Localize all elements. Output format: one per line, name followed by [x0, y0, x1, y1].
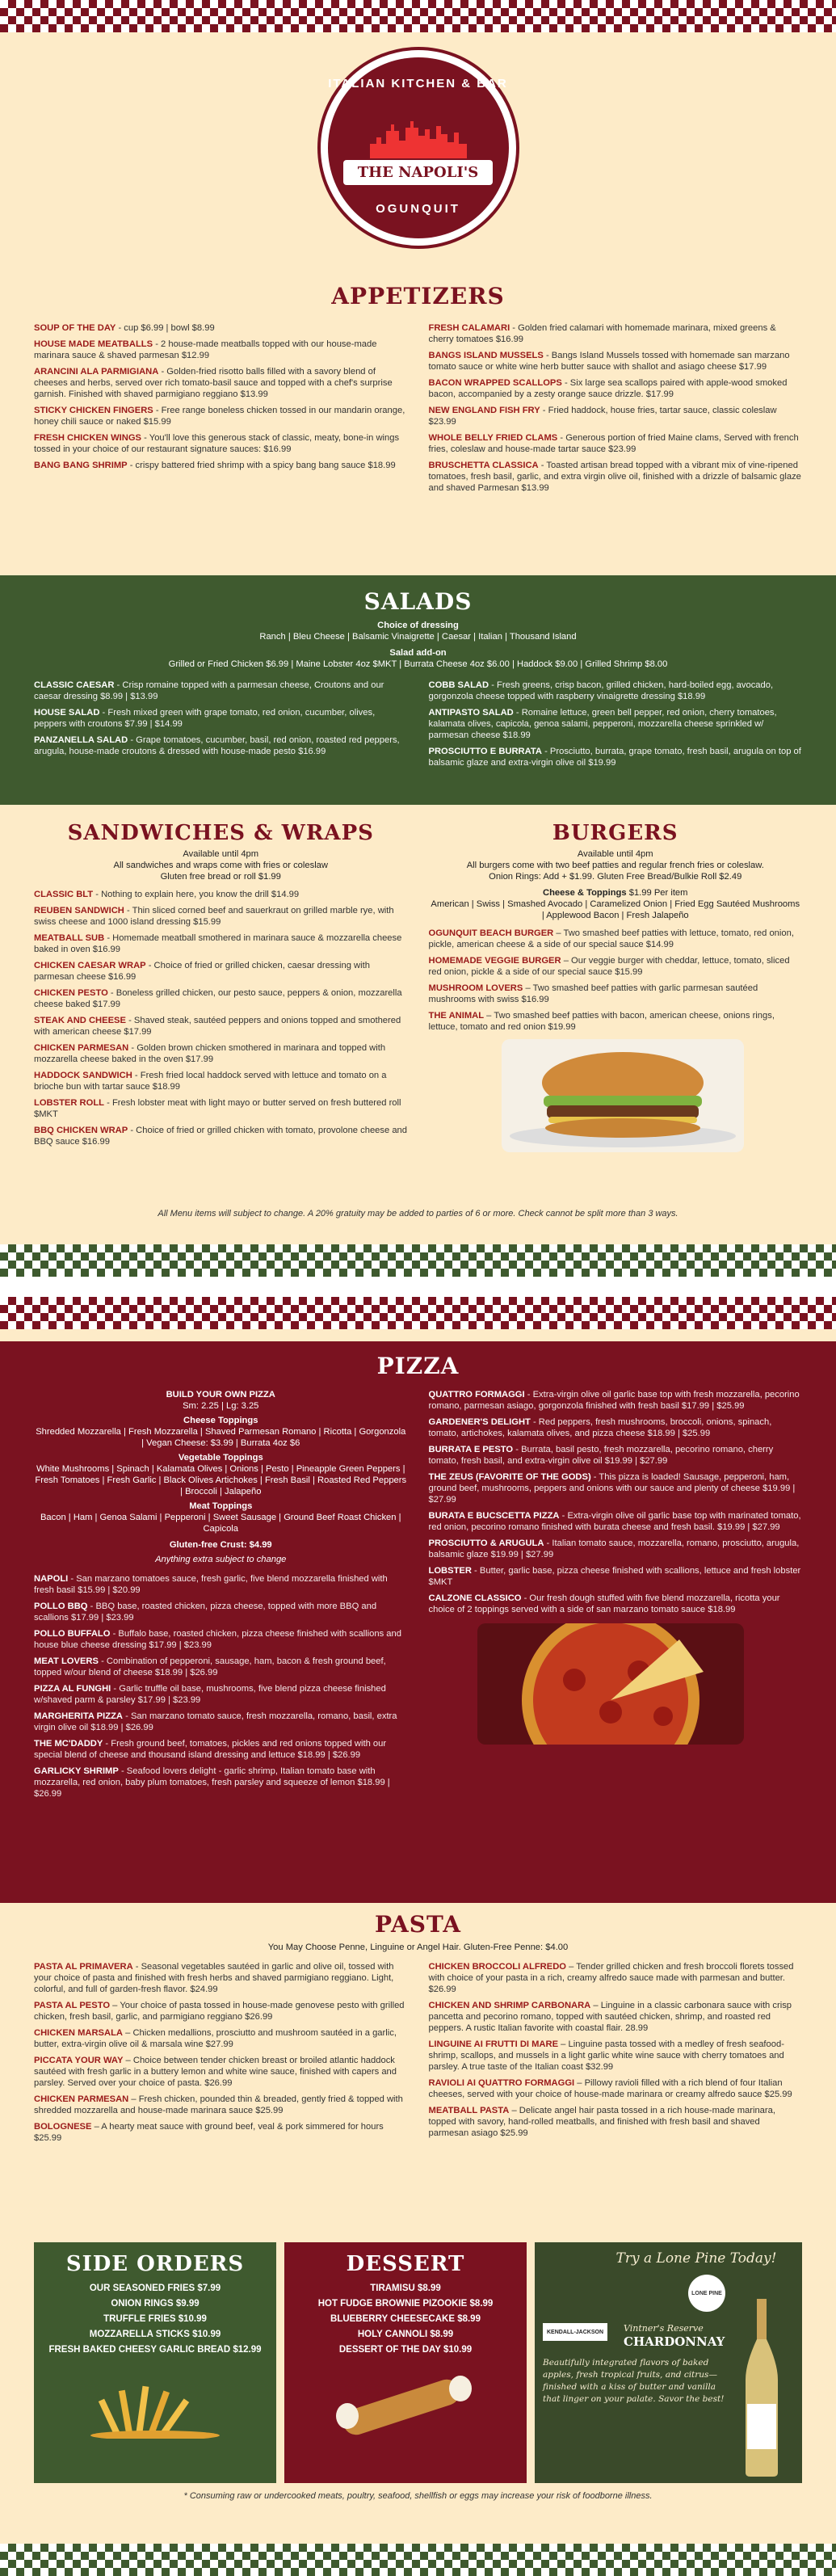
menu-item-name: ARANCINI ALA PARMIGIANA [34, 367, 159, 377]
list-item: TIRAMISU $8.99 [370, 2283, 441, 2293]
list-item: FRESH BAKED CHEESY GARLIC BREAD $12.99 [48, 2345, 262, 2355]
menu-item-name: OGUNQUIT BEACH BURGER [428, 928, 554, 938]
menu-item [429, 377, 803, 400]
menu-item-name: CHICKEN CAESAR WRAP [34, 961, 146, 970]
burger-note-hours: Available until 4pm [577, 849, 653, 859]
menu-item-name: FRESH CHICKEN WINGS [34, 433, 142, 443]
wine-bottle-icon [737, 2299, 786, 2477]
menu-item-name: CLASSIC BLT [34, 890, 94, 899]
menu-item-name: THE ANIMAL [428, 1011, 485, 1021]
menu-item-name: CLASSIC CAESAR [34, 680, 115, 690]
menu-item-desc: - Six large sea scallops paired with apple-wood smoked bacon, accompanied by a zesty orange sauce drizzle. $17.99 [428, 378, 788, 399]
menu-item-desc: - Butter, garlic base, pizza cheese finished with scallions, lettuce and fresh lobster $MKT [428, 1566, 801, 1587]
burger-toppings-title: Cheese & Toppings [543, 888, 627, 898]
menu-item [34, 1601, 408, 1623]
dessert-panel [284, 2242, 527, 2483]
burger-toppings-list: American | Swiss | Smashed Avocado | Caramelized Onion | Fried Egg Sautéed Mushrooms | Applewood Bacon | Fresh Jalapeño [431, 899, 800, 920]
menu-item [429, 707, 803, 741]
menu-item-desc: - Our fresh dough stuffed with five blend mozzarella, ricotta your choice of 2 toppings served with a side of san marzano tomato sauce $18.99 [428, 1593, 780, 1614]
lone-pine-badge: LONE PINE [688, 2275, 725, 2312]
menu-item [429, 2077, 803, 2100]
menu-item [34, 680, 408, 702]
burger-note-sides: All burgers come with two beef patties and regular french fries or coleslaw. [466, 861, 764, 870]
menu-item-name: STEAK AND CHEESE [34, 1016, 126, 1025]
menu-item [429, 405, 803, 427]
menu-item [34, 2055, 408, 2089]
menu-item-desc: – Chicken medallions, prosciutto and mushroom sautéed in a garlic, butter, extra-virgin olive oil & marsala wine $27.99 [34, 2028, 397, 2049]
salads-section [0, 575, 836, 805]
menu-item-desc: – Two smashed beef patties with bacon, american cheese, onions rings, lettuce, tomato and red onion $19.99 [428, 1011, 775, 1032]
menu-item-desc: – Linguine in a classic carbonara sauce with crisp pancetta and pecorino romano, topped with sautéed chicken, shrimp, and roasted red peppers. A rustic Italian favorite with coastal flair. 28.99 [428, 2001, 792, 2033]
menu-item [34, 905, 408, 928]
pasta-right-column [429, 1961, 803, 2149]
menu-item-name: HOUSE SALAD [34, 708, 100, 718]
menu-item-name: HOUSE MADE MEATBALLS [34, 339, 153, 349]
menu-item [429, 2105, 803, 2139]
pasta-note: You May Choose Penne, Linguine or Angel Hair. Gluten-Free Penne: $4.00 [267, 1943, 569, 1952]
menu-item-name: GARDENER'S DELIGHT [428, 1417, 531, 1427]
cheese-toppings-title: Cheese Toppings [183, 1416, 258, 1425]
menu-item-name: LINGUINE AI FRUTTI DI MARE [428, 2039, 559, 2049]
burger-note-extras: Onion Rings: Add + $1.99. Gluten Free Bread/Bulkie Roll $2.49 [489, 872, 742, 882]
menu-item [429, 2000, 803, 2034]
menu-item-name: PROSCIUTTO E BURRATA [428, 747, 542, 756]
sandwich-note-gf: Gluten free bread or roll $1.99 [160, 872, 281, 882]
menu-item [429, 746, 803, 768]
menu-item [34, 339, 408, 361]
menu-item-desc: - Garlic truffle oil base, mushrooms, five blend pizza cheese finished w/shaved parm & parsley $17.99 | $23.99 [34, 1684, 386, 1705]
menu-item [34, 734, 408, 757]
burgers-title: BURGERS [552, 821, 678, 845]
menu-item [34, 460, 408, 471]
menu-item-name: HOMEMADE VEGGIE BURGER [428, 956, 561, 966]
menu-item [429, 1510, 803, 1533]
menu-item [34, 1097, 408, 1120]
menu-item-name: QUATTRO FORMAGGI [428, 1390, 525, 1400]
wine-headline: Try a Lone Pine Today! [615, 2250, 777, 2267]
menu-item-desc: - Bangs Island Mussels tossed with homemade san marzano tomato sauce or white wine herb butter sauce with shallot and asiago cheese $17.99 [428, 351, 790, 372]
menu-item-name: RAVIOLI AI QUATTRO FORMAGGI [428, 2078, 575, 2088]
meat-toppings: Bacon | Ham | Genoa Salami | Pepperoni | Sweet Sausage | Ground Beef Roast Chicken | Capicola [40, 1513, 401, 1534]
menu-item-name: PIZZA AL FUNGHI [34, 1684, 111, 1694]
sandwiches-title: SANDWICHES & WRAPS [67, 821, 374, 845]
logo-name: THE NAPOLI'S [343, 160, 494, 185]
pasta-section [0, 1961, 836, 2149]
extra-note: Anything extra subject to change [155, 1555, 287, 1564]
menu-item-desc: - This pizza is loaded! Sausage, pepperoni, ham, ground beef, mushrooms, peppers and onions with our sauce and plenty of cheese $19.99 | $27.99 [428, 1472, 796, 1505]
burger-photo [502, 1039, 744, 1152]
menu-item-desc: - Homemade meatball smothered in marinara sauce & mozzarella cheese baked in oven $16.99 [34, 933, 402, 954]
menu-item-desc: - Italian tomato sauce, mozzarella, romano, prosciutto, arugula, balsamic glaze $19.99 | $27.99 [428, 1538, 800, 1559]
menu-item-desc: - Fried haddock, house fries, tartar sauce, classic coleslaw $23.99 [428, 406, 777, 427]
menu-item-desc: - Free range boneless chicken tossed in our mandarin orange, honey chili sauce or naked $15.99 [34, 406, 405, 427]
menu-item-name: BANG BANG SHRIMP [34, 461, 128, 470]
menu-item [429, 1565, 803, 1588]
menu-item [34, 366, 408, 400]
menu-item-desc: - Seafood lovers delight - garlic shrimp, Italian tomato base with mozzarella, red onion, baby plum tomatoes, fresh parsley and squeeze of lemon $18.99 | $26.99 [34, 1766, 390, 1799]
menu-item-desc: – Two smashed beef patties with lettuce, tomato, red onion, pickle, american cheese & a side of our special sauce $14.99 [428, 928, 794, 949]
side-orders-panel [34, 2242, 276, 2483]
menu-item-name: CHICKEN BROCCOLI ALFREDO [428, 1962, 566, 1972]
salad-addon-options: Grilled or Fried Chicken $6.99 | Maine Lobster 4oz $MKT | Burrata Cheese 4oz $6.00 | Haddock $9.00 | Grilled Shrimp $8.00 [168, 659, 668, 669]
menu-item-name: BANGS ISLAND MUSSELS [428, 351, 544, 360]
checker-border-bottom-2 [0, 2544, 836, 2576]
cheese-toppings: Shredded Mozzarella | Fresh Mozzarella | Shaved Parmesan Romano | Ricotta | Gorgonzola | Vegan Cheese: $3.99 | Burrata 4oz $6 [36, 1427, 406, 1448]
veg-toppings-title: Vegetable Toppings [178, 1453, 263, 1463]
menu-item-desc: - Choice of fried or grilled chicken, caesar dressing with parmesan cheese $16.99 [34, 961, 370, 982]
menu-item-name: MEATBALL SUB [34, 933, 105, 943]
menu-item-name: WHOLE BELLY FRIED CLAMS [428, 433, 558, 443]
menu-item-name: LOBSTER ROLL [34, 1098, 105, 1108]
menu-page-1 [0, 0, 836, 1277]
dessert-list [284, 2281, 527, 2358]
wine-description: Beautifully integrated flavors of baked apples, fresh tropical fruits, and citrus—finished with a kiss of butter and vanilla that linger on your palate. Savor the best! [543, 2358, 725, 2404]
sandwiches-list [34, 889, 408, 1147]
menu-item [429, 680, 803, 702]
menu-item-name: BURATA E BUCSCETTA PIZZA [428, 1511, 560, 1521]
menu-item-name: THE MC'DADDY [34, 1739, 103, 1749]
menu-item [34, 1711, 408, 1733]
menu-item [34, 2027, 408, 2050]
menu-item-desc: - Prosciutto, burrata, grape tomato, fresh basil, arugula on top of balsamic glaze and extra-virgin olive oil $19.99 [428, 747, 801, 768]
menu-item [429, 1389, 803, 1412]
pizza-right-column [429, 1389, 803, 1615]
menu-item-name: THE ZEUS (FAVORITE OF THE GODS) [428, 1472, 591, 1482]
menu-item-name: SOUP OF THE DAY [34, 323, 116, 333]
menu-item-desc: - Fresh fried local haddock served with lettuce and tomato on a brioche bun with tartar sauce $18.99 [34, 1071, 387, 1092]
menu-item [429, 928, 803, 950]
fries-photo [74, 2366, 236, 2439]
menu-item [34, 322, 408, 334]
menu-item [34, 1042, 408, 1065]
menu-item-name: NAPOLI [34, 1574, 69, 1584]
menu-item-name: GARLICKY SHRIMP [34, 1766, 119, 1776]
menu-item-desc: - Extra-virgin olive oil garlic base top with marinated tomato, red onion, pecorino romano finished with burata cheese and fresh basil. $19.99 | $27.99 [428, 1511, 801, 1532]
menu-item-desc: – Pillowy ravioli filled with a rich blend of four Italian cheeses, served with your choice of house-made marinara or creamy alfredo sauce $25.99 [428, 2078, 792, 2099]
menu-item-name: CALZONE CLASSICO [428, 1593, 522, 1603]
salad-addon-title: Salad add-on [389, 648, 447, 658]
menu-item [429, 350, 803, 373]
menu-item [34, 889, 408, 900]
menu-item [34, 405, 408, 427]
menu-item-desc: - Burrata, basil pesto, fresh mozzarella, pecorino romano, cherry tomato, fresh basil, and extra-virgin olive oil $19.99 | $27.99 [428, 1445, 774, 1466]
pasta-title: PASTA [375, 1911, 461, 1938]
menu-item-desc: - Crisp romaine topped with a parmesan cheese, Croutons and our caesar dressing $8.99 | $13.99 [34, 680, 384, 701]
menu-item-desc: - San marzano tomatoes sauce, fresh garlic, five blend mozzarella finished with fresh basil $15.99 | $20.99 [34, 1574, 388, 1595]
dessert-title: DESSERT [346, 2252, 465, 2276]
menu-item-desc: - Golden fried calamari with homemade marinara, mixed greens & cherry tomatoes $16.99 [428, 323, 776, 344]
dressing-options: Ranch | Bleu Cheese | Balsamic Vinaigrette | Caesar | Italian | Thousand Island [259, 632, 577, 642]
sandwich-note-hours: Available until 4pm [183, 849, 259, 859]
menu-item-desc: - Thin sliced corned beef and sauerkraut on grilled marble rye, with swiss cheese and 1000 island dressing $15.99 [34, 906, 394, 927]
appetizers-left-column [34, 322, 408, 499]
menu-item-desc: - Extra-virgin olive oil garlic base top with fresh mozzarella, pecorino romano, parmesan asiago, gorgonzola finished with fresh basil $17.99 | $25.99 [428, 1390, 800, 1411]
list-item: MOZZARELLA STICKS $10.99 [89, 2330, 221, 2339]
city-skyline-icon [370, 120, 467, 158]
menu-item-name: COBB SALAD [428, 680, 489, 690]
menu-item-desc: - Red peppers, fresh mushrooms, broccoli, onions, spinach, tomato, artichokes, kalamata olives, and pizza cheese $18.99 | $25.99 [428, 1417, 772, 1438]
list-item: OUR SEASONED FRIES $7.99 [89, 2283, 221, 2293]
menu-item [429, 1593, 803, 1615]
menu-item-desc: - Fresh greens, crisp bacon, grilled chicken, hard-boiled egg, avocado, gorgonzola cheese topped with raspberry vinaigrette dressing $18.99 [428, 680, 774, 701]
menu-item-desc: – A hearty meat sauce with ground beef, veal & pork simmered for hours $25.99 [34, 2122, 384, 2143]
pizza-section [0, 1341, 836, 1903]
menu-item [34, 1766, 408, 1799]
pasta-left-column [34, 1961, 408, 2149]
menu-item [429, 1538, 803, 1560]
menu-item [34, 1738, 408, 1761]
burger-toppings-price: $1.99 Per item [626, 888, 688, 898]
menu-item-name: PICCATA YOUR WAY [34, 2056, 124, 2065]
menu-item-desc: – Our veggie burger with cheddar, lettuce, tomato, sliced red onion, pickle & a side of our special sauce $15.99 [428, 956, 790, 977]
menu-item [34, 1015, 408, 1038]
menu-item [429, 955, 803, 978]
kendall-jackson-logo: KENDALL-JACKSON [543, 2323, 607, 2341]
menu-item [34, 987, 408, 1010]
checker-border-bottom [0, 1244, 836, 1277]
list-item: HOLY CANNOLI $8.99 [357, 2330, 454, 2339]
menu-item [34, 432, 408, 455]
page-gap [0, 1277, 836, 1297]
menu-page-2 [0, 1297, 836, 2576]
menu-item-desc: – Tender grilled chicken and fresh broccoli florets tossed with choice of your pasta in a rich, creamy alfredo sauce made with parmesan and butter. $26.99 [428, 1962, 794, 1994]
menu-item-desc: - crispy battered fried shrimp with a spicy bang bang sauce $18.99 [127, 461, 396, 470]
list-item: TRUFFLE FRIES $10.99 [103, 2314, 207, 2324]
appetizers-right-column [429, 322, 803, 499]
menu-item-name: LOBSTER [428, 1566, 472, 1576]
logo-tagline: ITALIAN KITCHEN & BAR [328, 77, 508, 90]
menu-item [429, 983, 803, 1005]
list-item: ONION RINGS $9.99 [111, 2299, 200, 2309]
side-orders-title: SIDE ORDERS [65, 2252, 245, 2276]
burgers-list [429, 928, 803, 1033]
menu-item-desc: - Choice of fried or grilled chicken with tomato, provolone cheese and BBQ sauce $16.99 [34, 1126, 407, 1147]
menu-item-name: MEATBALL PASTA [428, 2106, 510, 2115]
menu-item-name: PASTA AL PRIMAVERA [34, 1962, 133, 1972]
menu-item-name: CHICKEN PARMESAN [34, 2094, 129, 2104]
menu-item [34, 1683, 408, 1706]
menu-item [429, 1416, 803, 1439]
menu-item-desc: – Linguine pasta tossed with a medley of fresh seafood-shrimp, scallops, and mussels in a light garlic white wine sauce with cherry tomatoes and parsley. A true taste of the Italian coast $32.99 [428, 2039, 784, 2072]
menu-item-name: PROSCIUTTO & ARUGULA [428, 1538, 544, 1548]
menu-item [429, 1961, 803, 1995]
menu-item-name: STICKY CHICKEN FINGERS [34, 406, 153, 415]
menu-item-desc: - Fresh ground beef, tomatoes, pickles and red onions topped with our special blend of cheese and thousand island dressing and lettuce $18.99 | $26.99 [34, 1739, 387, 1760]
menu-item [34, 932, 408, 955]
side-orders-list [34, 2281, 276, 2358]
restaurant-logo [317, 47, 519, 249]
menu-item [429, 460, 803, 494]
byo-title: BUILD YOUR OWN PIZZA [166, 1390, 275, 1400]
menu-note: All Menu items will subject to change. A 20% gratuity may be added to parties of 6 or more. Check cannot be split more than 3 ways. [158, 1209, 678, 1219]
menu-item-name: REUBEN SANDWICH [34, 906, 124, 915]
menu-item-name: BBQ CHICKEN WRAP [34, 1126, 128, 1135]
menu-item-name: BOLOGNESE [34, 2122, 92, 2132]
menu-item [429, 2039, 803, 2073]
menu-item [34, 2094, 408, 2116]
menu-item [429, 1471, 803, 1505]
menu-item-desc: - Toasted artisan bread topped with a vibrant mix of vine-ripened tomatoes, fresh basil, garlic, and extra virgin olive oil, finished with a drizzle of balsamic glaze and shaved Parmesan $13.99 [428, 461, 801, 493]
menu-item-desc: - Fresh lobster meat with light mayo or butter served on fresh buttered roll $MKT [34, 1098, 401, 1119]
menu-item-desc: - Golden-fried risotto balls filled with a savory blend of cheeses and herbs, served over rich tomato-basil sauce and topped with a chef's surprise garnish. Finished with shaved parmigiano reggiano $13.99 [34, 367, 393, 399]
menu-item [429, 432, 803, 455]
menu-item-desc: - You'll love this generous stack of classic, meaty, bone-in wings tossed in your choice of our restaurant signature sauces: $16.99 [34, 433, 400, 454]
menu-item [429, 1444, 803, 1467]
chardonnay-label: CHARDONNAY [624, 2334, 725, 2349]
menu-item [34, 2121, 408, 2144]
menu-item [34, 1125, 408, 1147]
cannoli-photo [325, 2366, 486, 2439]
menu-item-desc: – Choice between tender chicken breast or broiled atlantic haddock sautéed with fresh garlic in a buttery lemon and white wine sauce, finished with capers and parsley. Served over your choice of pasta. $26.99 [34, 2056, 397, 2088]
menu-item [34, 1070, 408, 1092]
menu-item [34, 1656, 408, 1678]
veg-toppings: White Mushrooms | Spinach | Kalamata Olives | Onions | Pesto | Pineapple Green Peppers | Fresh Tomatoes | Fresh Garlic | Black Olives Artichokes | Fresh Basil | Roasted Red Peppers | Broccoli | Jalapeño [35, 1464, 407, 1496]
menu-item-name: MUSHROOM LOVERS [428, 983, 523, 993]
menu-item-desc: - 2 house-made meatballs topped with our house-made marinara sauce & shaved parmesan $12.99 [34, 339, 377, 360]
menu-item [34, 707, 408, 730]
pizza-title: PIZZA [376, 1353, 460, 1379]
menu-item-desc: - Boneless grilled chicken, our pesto sauce, peppers & onion, mozzarella cheese baked $17.99 [34, 988, 402, 1009]
checker-border-top-2 [0, 1297, 836, 1329]
menu-item-name: BURRATA E PESTO [428, 1445, 514, 1454]
menu-item-name: FRESH CALAMARI [428, 323, 510, 333]
appetizers-title: APPETIZERS [331, 283, 505, 309]
list-item: DESSERT OF THE DAY $10.99 [338, 2345, 473, 2355]
burger-toppings-heading [429, 887, 803, 899]
menu-item [34, 1961, 408, 1995]
menu-item-desc: - Fresh mixed green with grape tomato, red onion, cucumber, olives, peppers with croutons $7.99 | $14.99 [34, 708, 376, 729]
menu-item-desc: – Delicate angel hair pasta tossed in a rich house-made marinara, topped with savory, hand-rolled meatballs, and finished with fresh basil and shaved parmesan asiago $25.99 [428, 2106, 775, 2138]
menu-item [34, 1628, 408, 1651]
menu-item [34, 960, 408, 983]
menu-item-name: POLLO BBQ [34, 1602, 88, 1611]
menu-item-desc: – Fresh chicken, pounded thin & breaded, gently fried & topped with shredded mozzarella and house-made marinara sauce $25.99 [34, 2094, 403, 2115]
menu-item-desc: - Golden brown chicken smothered in marinara and topped with mozzarella cheese baked in the oven $17.99 [34, 1043, 386, 1064]
byo-sizes: Sm: 2.25 | Lg: 3.25 [183, 1401, 259, 1411]
checker-border-top [0, 0, 836, 32]
menu-item-name: NEW ENGLAND FISH FRY [428, 406, 540, 415]
list-item: BLUEBERRY CHEESECAKE $8.99 [330, 2314, 481, 2324]
menu-item [429, 322, 803, 345]
menu-item-name: HADDOCK SANDWICH [34, 1071, 132, 1080]
menu-item-name: CHICKEN PESTO [34, 988, 108, 998]
menu-item [429, 1010, 803, 1033]
menu-item-desc: – Two smashed beef patties with garlic parmesan sautéed mushrooms with swiss $16.99 [428, 983, 758, 1004]
menu-item-name: CHICKEN PARMESAN [34, 1043, 129, 1053]
menu-item-name: MARGHERITA PIZZA [34, 1711, 123, 1721]
salads-title: SALADS [363, 588, 473, 615]
menu-item-desc: - cup $6.99 | bowl $8.99 [116, 323, 215, 333]
menu-item-name: BRUSCHETTA CLASSICA [428, 461, 539, 470]
menu-item-desc: - Romaine lettuce, green bell pepper, red onion, cherry tomatoes, kalamata olives, capicola, genoa salami, pepperoni, mozzarella cheese sprinkled w/ parmesan cheese $18.99 [428, 708, 777, 740]
menu-item-name: PASTA AL PESTO [34, 2001, 111, 2010]
menu-item-desc: - Shaved steak, sautéed peppers and onions topped and smothered with american cheese $17.99 [34, 1016, 401, 1037]
sandwich-note-sides: All sandwiches and wraps come with fries or coleslaw [113, 861, 328, 870]
salads-right-column [429, 680, 803, 773]
pizza-left-column [34, 1573, 408, 1799]
health-disclaimer: * Consuming raw or undercooked meats, poultry, seafood, shellfish or eggs may increase your risk of foodborne illness. [183, 2491, 653, 2501]
menu-item-name: POLLO BUFFALO [34, 1629, 111, 1639]
menu-item-desc: - Generous portion of fried Maine clams, Served with french fries, coleslaw and house-made tartar sauce $23.99 [428, 433, 799, 454]
menu-item-desc: - Nothing to explain here, you know the drill $14.99 [93, 890, 300, 899]
gluten-free-crust: Gluten-free Crust: $4.99 [169, 1540, 272, 1550]
menu-item-desc: - Buffalo base, roasted chicken, pizza cheese finished with scallions and house blue cheese dressing $17.99 | $23.99 [34, 1629, 401, 1650]
menu-item-name: PANZANELLA SALAD [34, 735, 128, 745]
vintners-reserve: Vintner's Reserve [624, 2323, 704, 2334]
menu-item [34, 2000, 408, 2022]
meat-toppings-title: Meat Toppings [189, 1501, 253, 1511]
menu-item-name: CHICKEN AND SHRIMP CARBONARA [428, 2001, 591, 2010]
wine-ad-panel [535, 2242, 802, 2483]
menu-item-desc: - Grape tomatoes, cucumber, basil, red onion, roasted red peppers, arugula, house-made croutons & dressed with house-made pesto $16.99 [34, 735, 400, 756]
menu-item-desc: - San marzano tomato sauce, fresh mozzarella, romano, basil, extra virgin olive oil $18.99 | $26.99 [34, 1711, 397, 1732]
dressing-title: Choice of dressing [377, 621, 459, 630]
menu-item-desc: – Your choice of pasta tossed in house-made genovese pesto with grilled chicken, fresh basil, garlic, and parmigiano reggiano $26.99 [34, 2001, 405, 2022]
menu-item-name: CHICKEN MARSALA [34, 2028, 124, 2038]
salads-left-column [34, 680, 408, 773]
sandwiches-burgers-section [0, 816, 836, 1152]
menu-item-name: MEAT LOVERS [34, 1656, 99, 1666]
list-item: HOT FUDGE BROWNIE PIZOOKIE $8.99 [317, 2299, 494, 2309]
menu-item-desc: - Combination of pepperoni, sausage, ham, bacon & fresh ground beef, topped w/our blend of cheese $18.99 | $26.99 [34, 1656, 386, 1677]
menu-item [34, 1573, 408, 1596]
pizza-photo [477, 1623, 744, 1745]
menu-item-desc: - BBQ base, roasted chicken, pizza cheese, topped with more BBQ and scallions $17.99 | $23.99 [34, 1602, 377, 1623]
menu-item-name: BACON WRAPPED SCALLOPS [428, 378, 562, 388]
menu-item-desc: - Seasonal vegetables sautéed in garlic and olive oil, tossed with your choice of pasta and finished with fresh herbs and shaved parmigiano reggiano. Light, colorful, and full of garden-fresh flavor. $24.99 [34, 1962, 394, 1994]
logo-location: OGUNQUIT [376, 202, 460, 216]
appetizers-section [0, 322, 836, 499]
menu-item-name: ANTIPASTO SALAD [428, 708, 514, 718]
